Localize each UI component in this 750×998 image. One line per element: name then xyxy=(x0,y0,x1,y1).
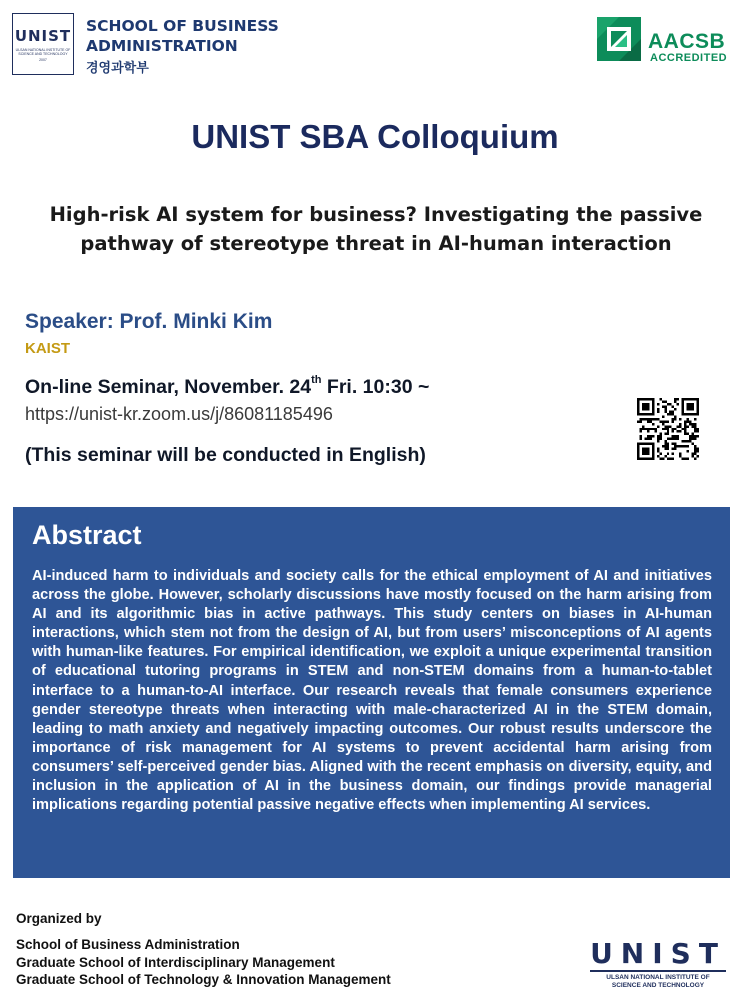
seminar-time-text: Fri. 10:30 ~ xyxy=(321,376,430,398)
aacsb-wordmark: AACSB xyxy=(648,30,726,53)
organized-by-label: Organized by xyxy=(16,911,102,926)
footer-logo-subtitle: ULSAN NATIONAL INSTITUTE OF SCIENCE AND TECHNOLOGY xyxy=(606,974,710,989)
school-name: SCHOOL OF BUSINESS ADMINISTRATION xyxy=(86,17,279,55)
abstract-body: AI-induced harm to individuals and society calls for the ethical employment of AI and initiatives across the globe. However, scholarly discussions have mostly focused on the harm arising from AI and its algorithmic bias in active pathways. This study centers on biases in AI-human interactions, which stem not from the design of AI, but from users’ misconceptions of AI agents with human-like features. For empirical identification, we exploit a unique experimental transition of educational tutoring programs in STEM and non-STEM domains from a human-to-tablet interface to a human-to-AI interface. Our research reveals that female consumers experience gender stereotype threats when interacting with male-characterized AI in the STEM domain, leading to math anxiety and negatively impacting outcomes. Our robust results underscore the importance of risk management for AI systems to prevent accidental harm arising from consumers’ self-perceived gender bias. Aligned with the recent emphasis on diversity, equity, and inclusion in the application of AI in the business domain, our findings provide managerial implications regarding potential passive negative effects when implementing AI services. xyxy=(32,568,712,814)
page-title: UNIST SBA Colloquium xyxy=(191,118,559,155)
organizer-item: School of Business Administration xyxy=(16,937,240,952)
speaker-name: Speaker: Prof. Minki Kim xyxy=(25,310,273,333)
organizer-item: Graduate School of Interdisciplinary Management xyxy=(16,954,335,970)
qr-code-icon[interactable] xyxy=(637,398,699,460)
organizer-list xyxy=(16,936,391,989)
talk-title: High-risk AI system for business? Investigating the passive pathway of stereotype threat in AI-human interaction xyxy=(49,203,703,255)
unist-seal-logo xyxy=(12,13,74,75)
unist-footer-logo xyxy=(590,937,726,990)
speaker-affiliation: KAIST xyxy=(25,340,70,357)
footer-logo-word: UNIST xyxy=(590,937,726,970)
aacsb-logo-icon xyxy=(597,17,641,61)
aacsb-accredited-label: ACCREDITED xyxy=(650,52,728,64)
school-name-korean: 경영과학부 xyxy=(86,60,149,75)
seal-year: 2007 xyxy=(39,57,47,62)
seminar-date-suffix: th xyxy=(311,373,322,386)
seminar-date-text: On-line Seminar, November. 24 xyxy=(25,376,312,398)
zoom-link[interactable]: https://unist-kr.zoom.us/j/86081185496 xyxy=(25,404,333,424)
seal-subtitle: ULSAN NATIONAL INSTITUTE OF SCIENCE AND TECHNOLOGY xyxy=(15,47,71,56)
footer-logo-rule xyxy=(590,970,726,972)
language-note: (This seminar will be conducted in English) xyxy=(25,444,426,466)
seminar-datetime xyxy=(25,373,430,399)
seal-word: UNIST xyxy=(14,26,72,45)
organizer-item: Graduate School of Technology & Innovation Management xyxy=(16,972,391,987)
abstract-heading: Abstract xyxy=(32,520,142,550)
